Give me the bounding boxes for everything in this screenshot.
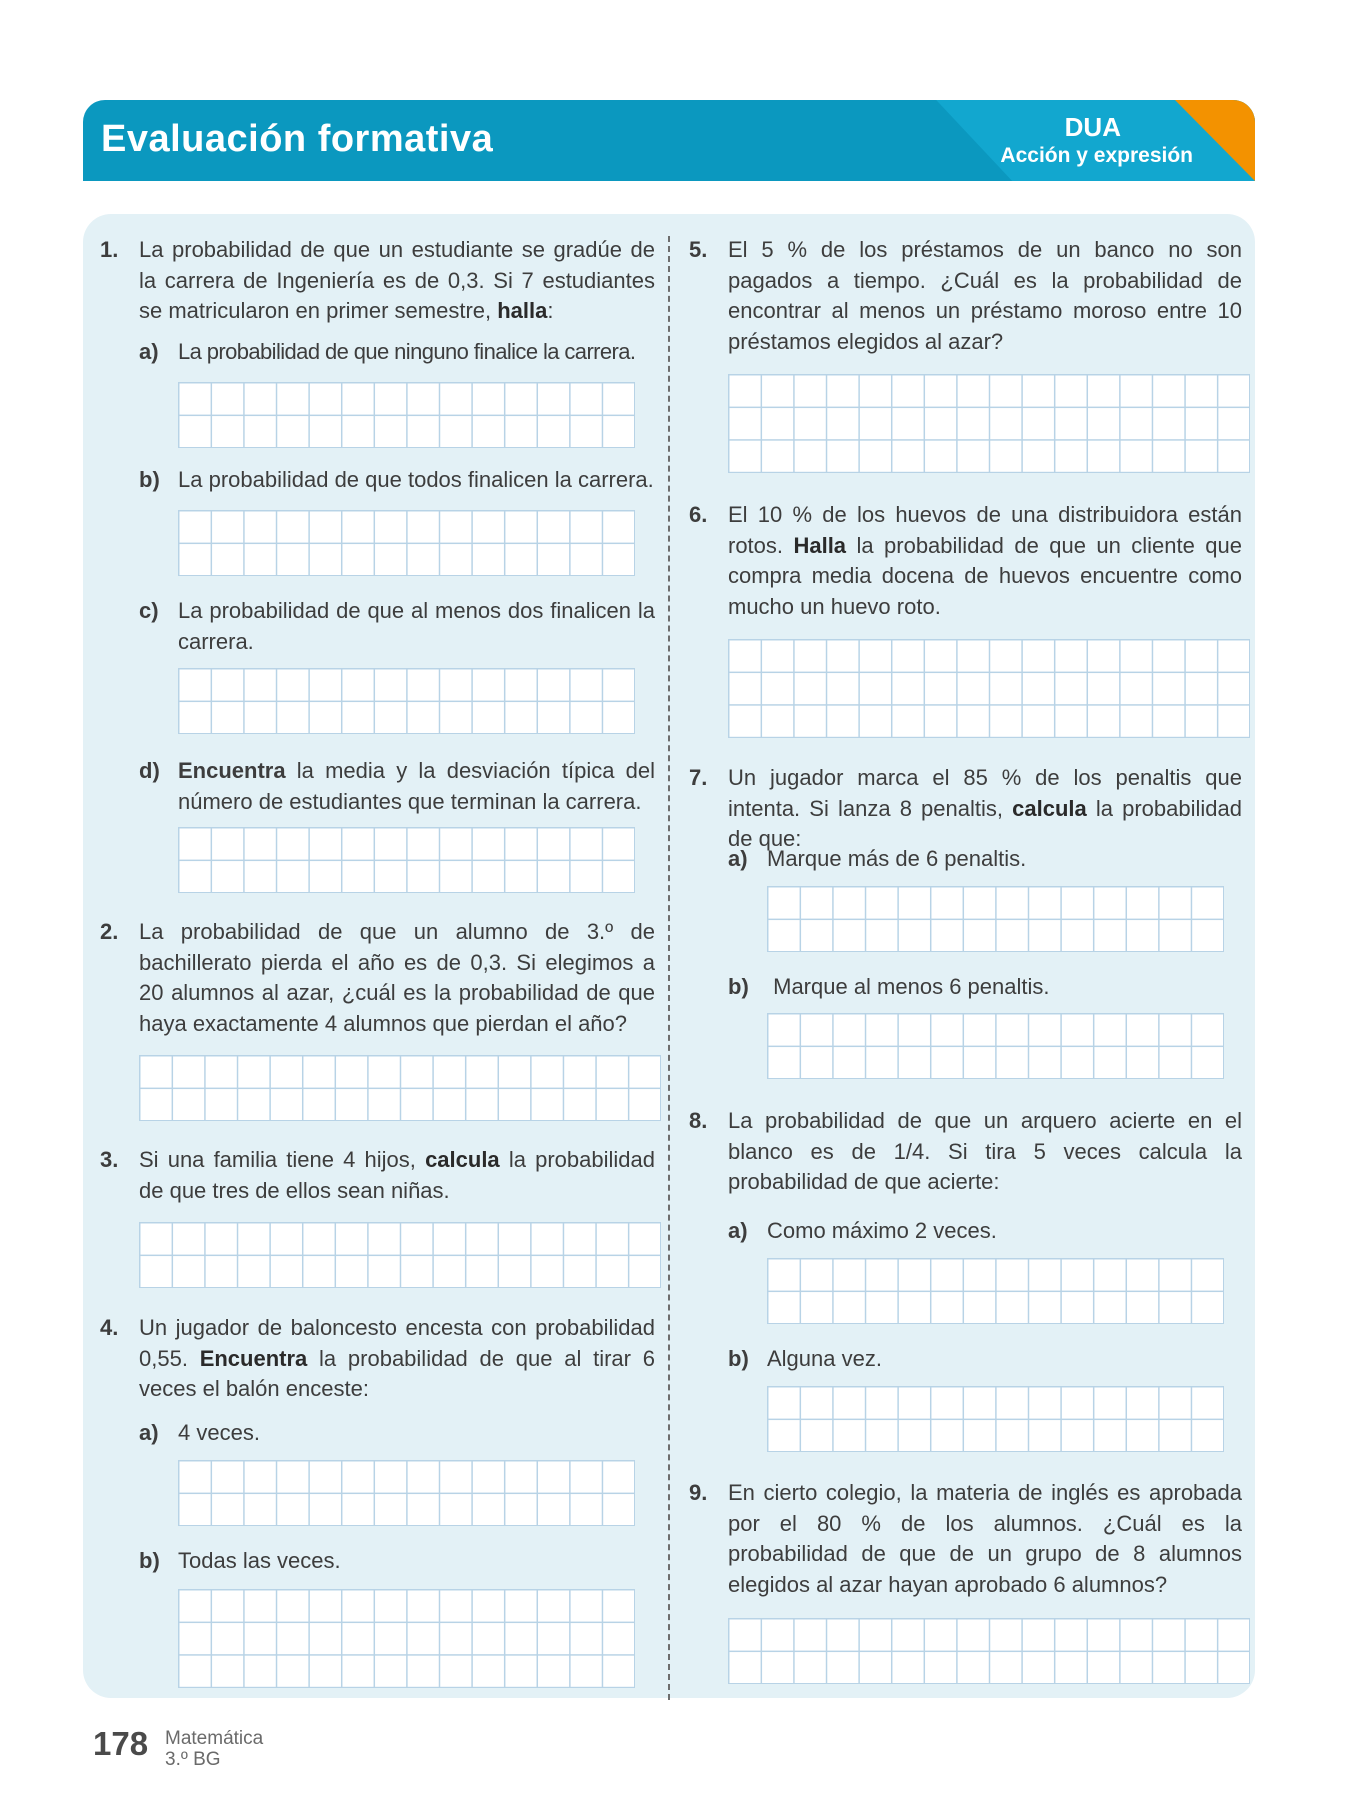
item-label: b) [728, 1346, 749, 1371]
item-text: Marque más de 6 penaltis. [767, 846, 1027, 871]
item-label: d) [139, 758, 160, 783]
question-text: Si una familia tiene 4 hijos, calcula la probabilidad de que tres de ellos sean niñas. [139, 1147, 655, 1203]
answer-grid-1d[interactable] [178, 827, 635, 893]
item-label: a) [728, 1218, 748, 1243]
question-number: 1. [100, 237, 119, 262]
question-text: En cierto colegio, la materia de inglés es aprobada por el 80 % de los alumnos. ¿Cuál es la probabilidad de que de un grupo de 8 alumnos elegidos al azar hayan aprobado 6 alumnos? [728, 1480, 1242, 1597]
question-number: 4. [100, 1315, 119, 1340]
question-text: La probabilidad de que un estudiante se gradúe de la carrera de Ingeniería es de 0,3. Si 7 estudiantes se matricularon en primer semestre, halla: [139, 237, 655, 323]
answer-grid-4a[interactable] [178, 1460, 635, 1526]
footer-subject: Matemática [165, 1728, 264, 1749]
item-label: b) [139, 467, 160, 492]
question-number: 9. [689, 1480, 708, 1505]
question-text: Un jugador de baloncesto encesta con probabilidad 0,55. Encuentra la probabilidad de que al tirar 6 veces el balón enceste: [139, 1315, 655, 1401]
question-text: El 5 % de los préstamos de un banco no son pagados a tiempo. ¿Cuál es la probabilidad de encontrar al menos un préstamo moroso entre 10 préstamos elegidos al azar? [728, 237, 1242, 354]
column-divider [668, 236, 670, 1700]
item-label: a) [139, 1420, 159, 1445]
item-label: a) [728, 846, 748, 871]
answer-grid-6[interactable] [728, 639, 1250, 738]
question-text: Un jugador marca el 85 % de los penaltis que intenta. Si lanza 8 penaltis, calcula la probabilidad de que: [728, 765, 1242, 851]
answer-grid-1c[interactable] [178, 668, 635, 734]
answer-grid-7b[interactable] [767, 1013, 1224, 1079]
item-text: La probabilidad de que todos finalicen la carrera. [178, 467, 654, 492]
section-header [83, 100, 1255, 181]
question-text: La probabilidad de que un alumno de 3.º de bachillerato pierda el año es de 0,3. Si elegimos a 20 alumnos al azar, ¿cuál es la probabilidad de que haya exactamente 4 alumnos que pierdan el año? [139, 919, 655, 1036]
item-text: 4 veces. [178, 1420, 260, 1445]
section-title: Evaluación formativa [101, 118, 494, 160]
item-text: Todas las veces. [178, 1548, 341, 1573]
question-number: 8. [689, 1108, 708, 1133]
question-text: La probabilidad de que un arquero acierte en el blanco es de 1/4. Si tira 5 veces calcula la probabilidad de que acierte: [728, 1108, 1242, 1194]
item-label: c) [139, 598, 159, 623]
answer-grid-9[interactable] [728, 1618, 1250, 1684]
answer-grid-4b[interactable] [178, 1589, 635, 1688]
dua-title: DUA [1064, 112, 1121, 142]
question-number: 6. [689, 502, 708, 527]
question-number: 7. [689, 765, 708, 790]
item-text: La probabilidad de que ninguno finalice la carrera. [178, 339, 636, 364]
answer-grid-3[interactable] [139, 1222, 661, 1288]
page-number: 178 [93, 1725, 149, 1762]
item-text: Como máximo 2 veces. [767, 1218, 997, 1243]
footer-grade: 3.º BG [165, 1749, 221, 1770]
item-text: La probabilidad de que al menos dos finalicen la carrera. [178, 598, 655, 654]
item-text: Marque al menos 6 penaltis. [767, 974, 1050, 999]
question-number: 5. [689, 237, 708, 262]
question-text: El 10 % de los huevos de una distribuidora están rotos. Halla la probabilidad de que un cliente que compra media docena de huevos encuentre como mucho un huevo roto. [728, 502, 1242, 619]
answer-grid-8b[interactable] [767, 1386, 1224, 1452]
item-text: Alguna vez. [767, 1346, 882, 1371]
answer-grid-2[interactable] [139, 1055, 661, 1121]
answer-grid-5[interactable] [728, 374, 1250, 473]
item-label: b) [139, 1548, 160, 1573]
answer-grid-8a[interactable] [767, 1258, 1224, 1324]
dua-subtitle: Acción y expresión [1000, 144, 1193, 167]
item-text: Encuentra la media y la desviación típica del número de estudiantes que terminan la carrera. [178, 758, 655, 814]
answer-grid-7a[interactable] [767, 886, 1224, 952]
item-label: b) [728, 974, 749, 999]
item-label: a) [139, 339, 159, 364]
answer-grid-1a[interactable] [178, 382, 635, 448]
answer-grid-1b[interactable] [178, 510, 635, 576]
question-number: 2. [100, 919, 119, 944]
question-number: 3. [100, 1147, 119, 1172]
